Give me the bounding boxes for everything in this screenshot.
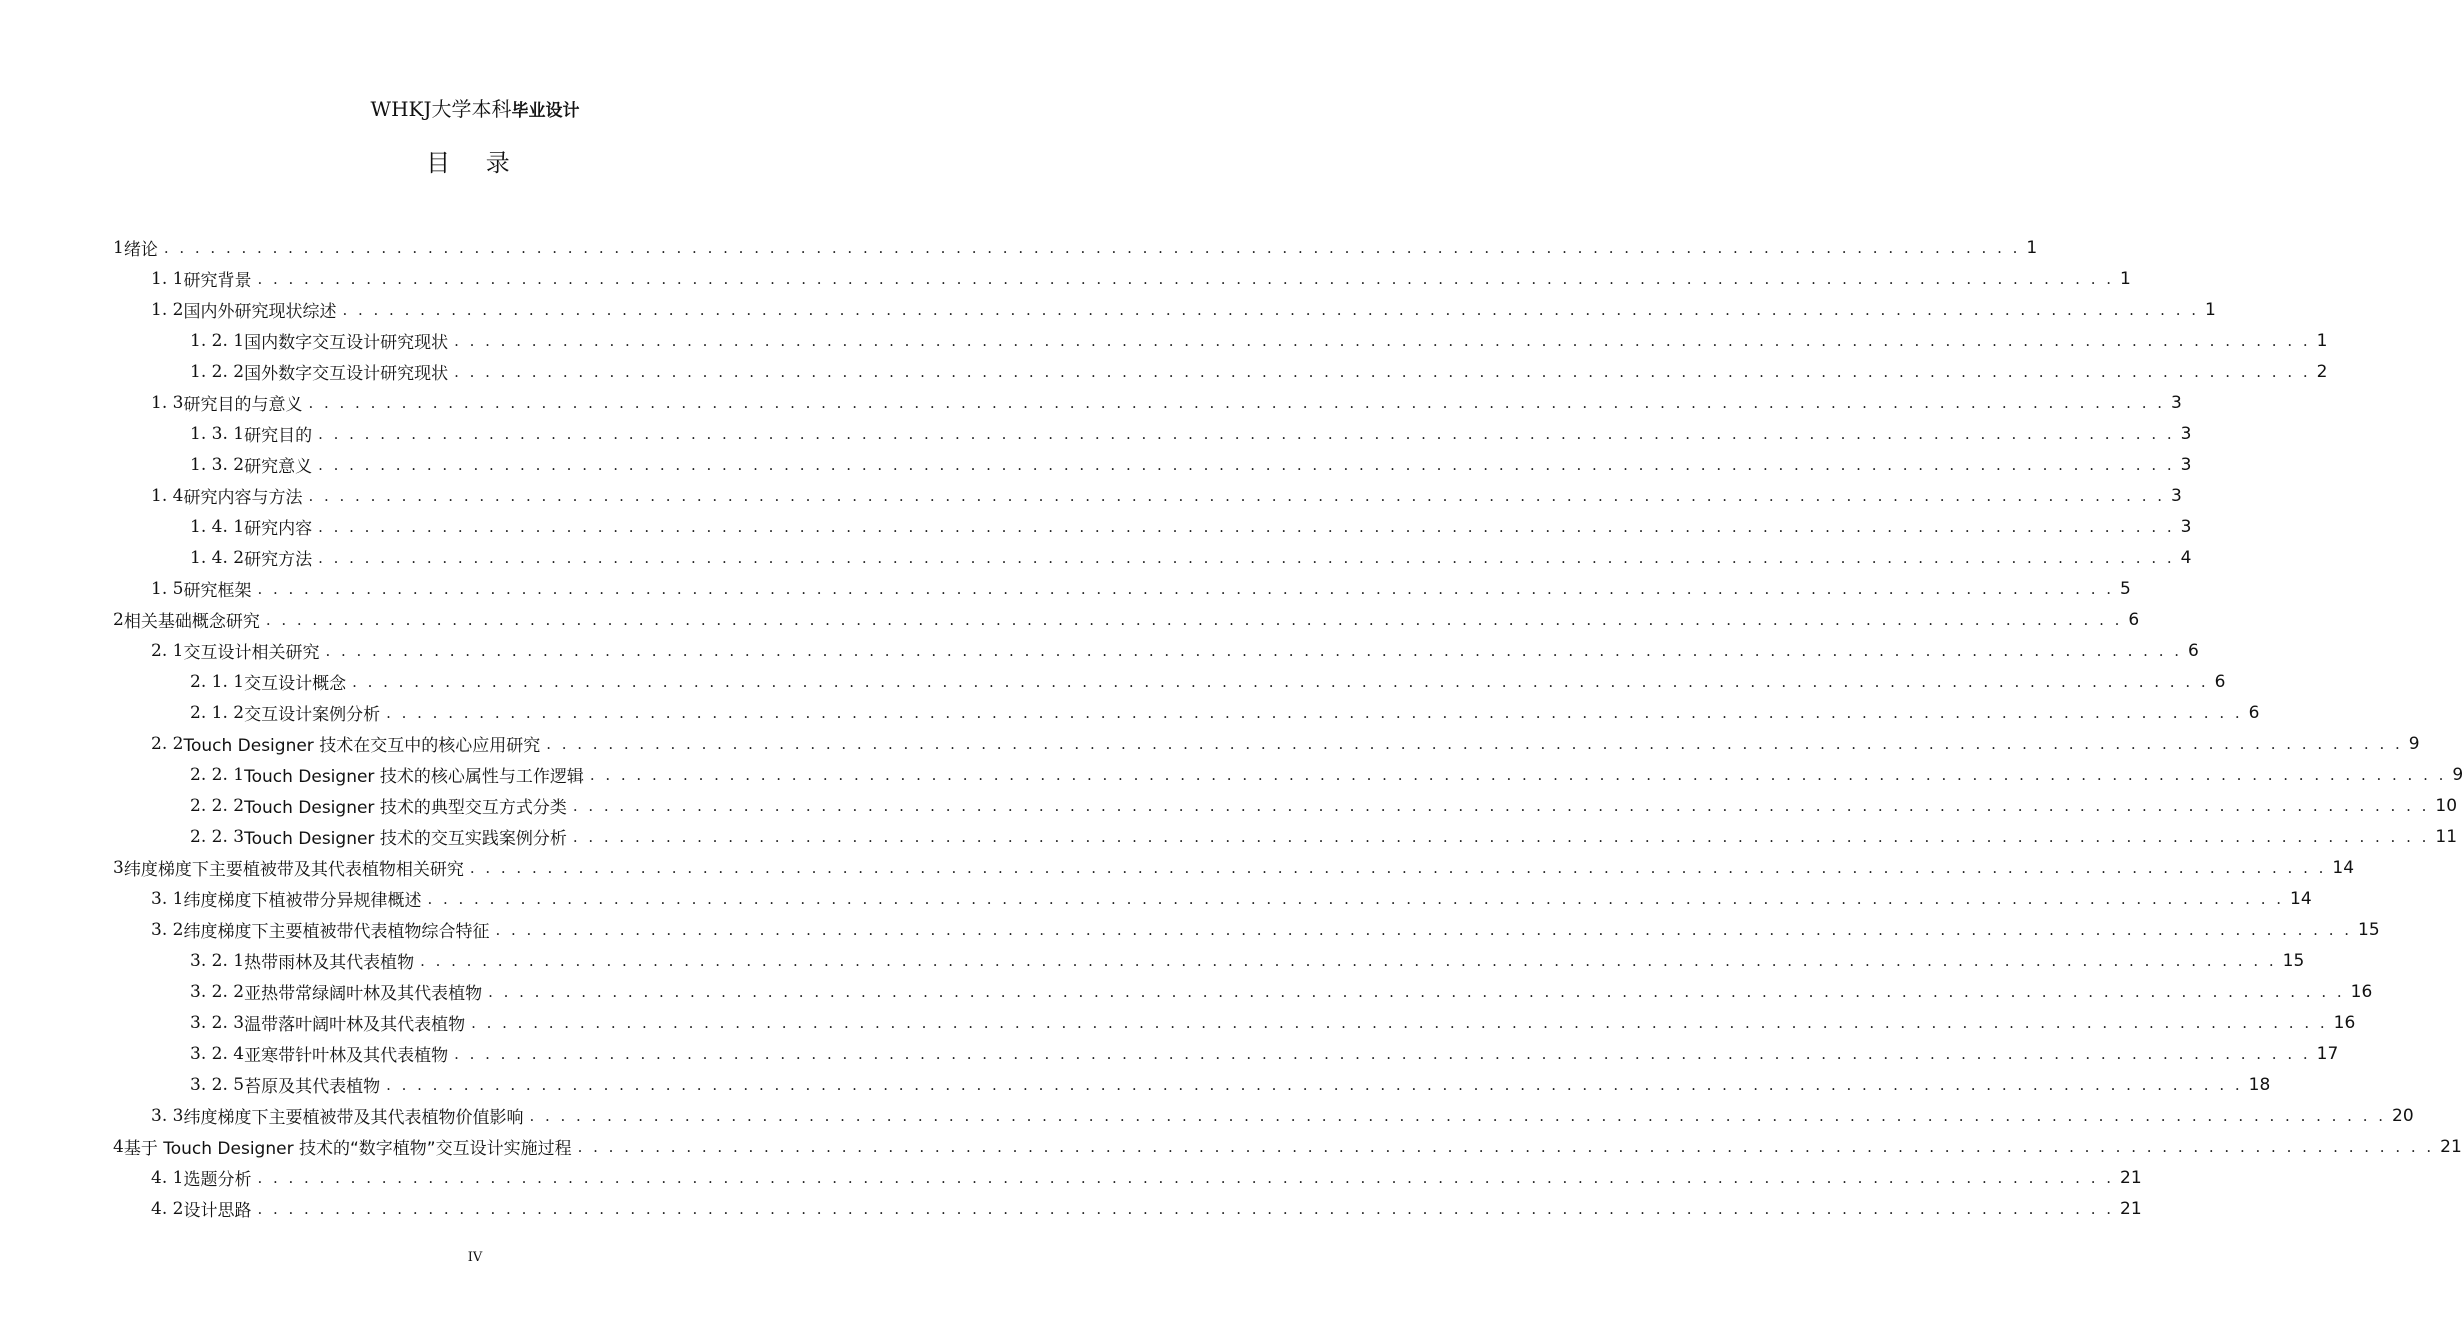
toc-entry-page: 9 (2408, 733, 2420, 754)
toc-dot-leader: . . . . . . . . . . . . . . . . . . . . . . . . . . . . . . . . . . . . . . . . . . . . . . . . . . . . . . . . . . . . . . . . . . . . . . . . . . . . . . . . . . . . . . . . . . . . . . . . . . . . . . . . . . . . . . . . . . . . . . . . (529, 1106, 2387, 1125)
toc-entry-page: 1 (2316, 330, 2328, 351)
toc-dot-leader: . . . . . . . . . . . . . . . . . . . . . . . . . . . . . . . . . . . . . . . . . . . . . . . . . . . . . . . . . . . . . . . . . . . . . . . . . . . . . . . . . . . . . . . . . . . . . . . . . . . . . . . . . . . . . . . . . . . . . . . . (386, 703, 2243, 722)
toc-entry-number: 4. 2 (151, 1198, 184, 1219)
toc-entry[interactable] (113, 604, 2140, 635)
toc-entry-page: 3 (2180, 454, 2192, 475)
toc-entry[interactable] (151, 914, 2380, 945)
toc-entry-title: 基于 Touch Designer 技术的“数字植物”交互设计实施过程 (123, 1139, 572, 1159)
toc-entry-number: 3. 2. 4 (190, 1043, 245, 1064)
toc-entry[interactable] (113, 852, 2355, 883)
toc-dot-leader: . . . . . . . . . . . . . . . . . . . . . . . . . . . . . . . . . . . . . . . . . . . . . . . . . . . . . . . . . . . . . . . . . . . . . . . . . . . . . . . . . . . . . . . . . . . . . . . . . . . . . . . . . . . . . . . . . . . . . . . . (265, 610, 2123, 629)
toc-entry-page: 3 (2171, 392, 2182, 413)
toc-entry-number: 1. 3. 1 (190, 423, 245, 444)
toc-entry-title: 国内外研究现状综述 (183, 302, 337, 322)
toc-entry-title: 选题分析 (183, 1170, 252, 1190)
toc-entry-title: 绪论 (123, 240, 158, 260)
toc-dot-leader: . . . . . . . . . . . . . . . . . . . . . . . . . . . . . . . . . . . . . . . . . . . . . . . . . . . . . . . . . . . . . . . . . . . . . . . . . . . . . . . . . . . . . . . . . . . . . . . . . . . . . . . . . . . . . . . . . . . . . . . . (454, 331, 2311, 350)
toc-entry[interactable] (190, 976, 2373, 1007)
toc-entry-title: 纬度梯度下主要植被带代表植物综合特征 (183, 922, 490, 942)
toc-entry-page: 5 (2120, 578, 2131, 599)
toc-dot-leader: . . . . . . . . . . . . . . . . . . . . . . . . . . . . . . . . . . . . . . . . . . . . . . . . . . . . . . . . . . . . . . . . . . . . . . . . . . . . . . . . . . . . . . . . . . . . . . . . . . . . . . . . . . . . . . . . . . . . . . . . (572, 796, 2430, 815)
toc-dot-leader: . . . . . . . . . . . . . . . . . . . . . . . . . . . . . . . . . . . . . . . . . . . . . . . . . . . . . . . . . . . . . . . . . . . . . . . . . . . . . . . . . . . . . . . . . . . . . . . . . . . . . . . . . . . . . . . . . . . . . . . . (308, 393, 2166, 412)
toc-entry-page: 1 (2120, 268, 2131, 289)
toc-entry-number: 2. 2. 1 (190, 764, 245, 785)
toc-entry[interactable] (190, 511, 2192, 542)
toc-entry-title: 研究内容与方法 (183, 488, 303, 508)
toc-entry-page: 11 (2435, 826, 2458, 847)
toc-dot-leader: . . . . . . . . . . . . . . . . . . . . . . . . . . . . . . . . . . . . . . . . . . . . . . . . . . . . . . . . . . . . . . . . . . . . . . . . . . . . . . . . . . . . . . . . . . . . . . . . . . . . . . . . . . . . . . . . . . . . . . . . (454, 1044, 2311, 1063)
toc-entry[interactable] (190, 821, 2458, 852)
toc-entry-page: 6 (2128, 609, 2140, 630)
toc-entry-page: 3 (2171, 485, 2182, 506)
toc-entry-number: 1. 5 (151, 578, 184, 599)
toc-entry-title: 亚寒带针叶林及其代表植物 (244, 1046, 449, 1066)
toc-entry-number: 2. 1. 2 (190, 702, 245, 723)
toc-entry-number: 1. 4. 2 (190, 547, 245, 568)
toc-entry[interactable] (190, 945, 2305, 976)
toc-entry-title: 苔原及其代表植物 (244, 1077, 381, 1097)
toc-title: 目 录 (426, 149, 524, 177)
toc-entry[interactable] (151, 1100, 2414, 1131)
toc-entry-title: 研究意义 (244, 457, 313, 477)
toc-entry-page: 14 (2290, 888, 2312, 909)
toc-entry[interactable] (190, 325, 2328, 356)
toc-dot-leader: . . . . . . . . . . . . . . . . . . . . . . . . . . . . . . . . . . . . . . . . . . . . . . . . . . . . . . . . . . . . . . . . . . . . . . . . . . . . . . . . . . . . . . . . . . . . . . . . . . . . . . . . . . . . . . . . . . . . . . . . (469, 858, 2327, 877)
toc-dot-leader: . . . . . . . . . . . . . . . . . . . . . . . . . . . . . . . . . . . . . . . . . . . . . . . . . . . . . . . . . . . . . . . . . . . . . . . . . . . . . . . . . . . . . . . . . . . . . . . . . . . . . . . . . . . . . . . . . . . . . . . . (257, 1199, 2115, 1218)
toc-entry-page: 6 (2248, 702, 2260, 723)
toc-entry-title: 温带落叶阔叶林及其代表植物 (244, 1015, 466, 1035)
toc-entry-title: 纬度梯度下主要植被带及其代表植物相关研究 (123, 860, 464, 880)
toc-entry-number: 1. 2. 2 (190, 361, 245, 382)
toc-entry-title: 研究背景 (183, 271, 252, 291)
toc-entry-title: 亚热带常绿阔叶林及其代表植物 (244, 984, 483, 1004)
toc-entry-number: 2. 2. 3 (190, 826, 245, 847)
toc-entry-number: 2. 2. 2 (190, 795, 245, 816)
toc-entry-page: 16 (2350, 981, 2373, 1002)
toc-entry-page: 9 (2452, 764, 2463, 785)
toc-entry-number: 1. 4. 1 (190, 516, 245, 537)
toc-entry[interactable] (190, 418, 2192, 449)
toc-entry[interactable] (151, 263, 2131, 294)
toc-entry-number: 1. 2. 1 (190, 330, 245, 351)
toc-entry-page: 21 (2120, 1198, 2142, 1219)
toc-entry-page: 16 (2333, 1012, 2356, 1033)
toc-entry[interactable] (190, 1038, 2339, 1069)
document-header (0, 96, 950, 124)
toc-dot-leader: . . . . . . . . . . . . . . . . . . . . . . . . . . . . . . . . . . . . . . . . . . . . . . . . . . . . . . . . . . . . . . . . . . . . . . . . . . . . . . . . . . . . . . . . . . . . . . . . . . . . . . . . . . . . . . . . . . . . . . . . (318, 455, 2175, 474)
toc-entry-title: 交互设计概念 (244, 674, 347, 694)
toc-dot-leader: . . . . . . . . . . . . . . . . . . . . . . . . . . . . . . . . . . . . . . . . . . . . . . . . . . . . . . . . . . . . . . . . . . . . . . . . . . . . . . . . . . . . . . . . . . . . . . . . . . . . . . . . . . . . . . . . . . . . . . . . (577, 1137, 2435, 1156)
toc-entry[interactable] (190, 449, 2192, 480)
toc-dot-leader: . . . . . . . . . . . . . . . . . . . . . . . . . . . . . . . . . . . . . . . . . . . . . . . . . . . . . . . . . . . . . . . . . . . . . . . . . . . . . . . . . . . . . . . . . . . . . . . . . . . . . . . . . . . . . . . . . . . . . . . . (257, 579, 2115, 598)
toc-entry-number: 1 (113, 237, 124, 258)
toc-dot-leader: . . . . . . . . . . . . . . . . . . . . . . . . . . . . . . . . . . . . . . . . . . . . . . . . . . . . . . . . . . . . . . . . . . . . . . . . . . . . . . . . . . . . . . . . . . . . . . . . . . . . . . . . . . . . . . . . . . . . . . . . (308, 486, 2166, 505)
toc-entry-number: 1. 1 (151, 268, 184, 289)
toc-dot-leader: . . . . . . . . . . . . . . . . . . . . . . . . . . . . . . . . . . . . . . . . . . . . . . . . . . . . . . . . . . . . . . . . . . . . . . . . . . . . . . . . . . . . . . . . . . . . . . . . . . . . . . . . . . . . . . . . . . . . . . . . (420, 951, 2277, 970)
toc-entry-number: 1. 3. 2 (190, 454, 245, 475)
toc-entry[interactable] (190, 1069, 2271, 1100)
toc-entry-page: 15 (2282, 950, 2305, 971)
toc-entry[interactable] (190, 1007, 2356, 1038)
toc-entry[interactable] (151, 1193, 2142, 1224)
toc-entry-page: 21 (2120, 1167, 2142, 1188)
toc-entry[interactable] (190, 697, 2260, 728)
toc-entry-title: 交互设计相关研究 (183, 643, 320, 663)
toc-entry-number: 1. 4 (151, 485, 184, 506)
toc-dot-leader: . . . . . . . . . . . . . . . . . . . . . . . . . . . . . . . . . . . . . . . . . . . . . . . . . . . . . . . . . . . . . . . . . . . . . . . . . . . . . . . . . . . . . . . . . . . . . . . . . . . . . . . . . . . . . . . . . . . . . . . . (163, 238, 2021, 257)
toc-entry-number: 3. 2. 5 (190, 1074, 245, 1095)
toc-entry-title: 研究内容 (244, 519, 313, 539)
toc-dot-leader: . . . . . . . . . . . . . . . . . . . . . . . . . . . . . . . . . . . . . . . . . . . . . . . . . . . . . . . . . . . . . . . . . . . . . . . . . . . . . . . . . . . . . . . . . . . . . . . . . . . . . . . . . . . . . . . . . . . . . . . . (352, 672, 2209, 691)
toc-entry-number: 3. 2. 1 (190, 950, 245, 971)
header-prefix: WHKJ大学本科 (370, 97, 512, 121)
header-suffix: 毕业设计 (511, 101, 580, 121)
toc-dot-leader: . . . . . . . . . . . . . . . . . . . . . . . . . . . . . . . . . . . . . . . . . . . . . . . . . . . . . . . . . . . . . . . . . . . . . . . . . . . . . . . . . . . . . . . . . . . . . . . . . . . . . . . . . . . . . . . . . . . . . . . . (325, 641, 2183, 660)
toc-entry-page: 3 (2180, 423, 2192, 444)
toc-dot-leader: . . . . . . . . . . . . . . . . . . . . . . . . . . . . . . . . . . . . . . . . . . . . . . . . . . . . . . . . . . . . . . . . . . . . . . . . . . . . . . . . . . . . . . . . . . . . . . . . . . . . . . . . . . . . . . . . . . . . . . . . (386, 1075, 2243, 1094)
toc-dot-leader: . . . . . . . . . . . . . . . . . . . . . . . . . . . . . . . . . . . . . . . . . . . . . . . . . . . . . . . . . . . . . . . . . . . . . . . . . . . . . . . . . . . . . . . . . . . . . . . . . . . . . . . . . . . . . . . . . . . . . . . . (488, 982, 2345, 1001)
toc-dot-leader: . . . . . . . . . . . . . . . . . . . . . . . . . . . . . . . . . . . . . . . . . . . . . . . . . . . . . . . . . . . . . . . . . . . . . . . . . . . . . . . . . . . . . . . . . . . . . . . . . . . . . . . . . . . . . . . . . . . . . . . . (471, 1013, 2328, 1032)
toc-entry-number: 1. 2 (151, 299, 184, 320)
toc-entry-number: 3. 1 (151, 888, 184, 909)
toc-dot-leader: . . . . . . . . . . . . . . . . . . . . . . . . . . . . . . . . . . . . . . . . . . . . . . . . . . . . . . . . . . . . . . . . . . . . . . . . . . . . . . . . . . . . . . . . . . . . . . . . . . . . . . . . . . . . . . . . . . . . . . . . (572, 827, 2430, 846)
toc-dot-leader: . . . . . . . . . . . . . . . . . . . . . . . . . . . . . . . . . . . . . . . . . . . . . . . . . . . . . . . . . . . . . . . . . . . . . . . . . . . . . . . . . . . . . . . . . . . . . . . . . . . . . . . . . . . . . . . . . . . . . . . . (342, 300, 2200, 319)
toc-entry-title: Touch Designer 技术的典型交互方式分类 (244, 798, 567, 818)
toc-entry-title: 相关基础概念研究 (123, 612, 260, 632)
toc-entry-title: 研究方法 (244, 550, 313, 570)
toc-entry[interactable] (113, 1131, 2462, 1162)
toc-dot-leader: . . . . . . . . . . . . . . . . . . . . . . . . . . . . . . . . . . . . . . . . . . . . . . . . . . . . . . . . . . . . . . . . . . . . . . . . . . . . . . . . . . . . . . . . . . . . . . . . . . . . . . . . . . . . . . . . . . . . . . . . (257, 1168, 2115, 1187)
toc-entry[interactable] (151, 480, 2182, 511)
toc-entry[interactable] (151, 728, 2420, 759)
toc-entry-number: 1. 3 (151, 392, 184, 413)
toc-entry-page: 15 (2358, 919, 2380, 940)
toc-entry-number: 3. 2. 2 (190, 981, 245, 1002)
toc-entry-title: Touch Designer 技术在交互中的核心应用研究 (183, 736, 541, 756)
toc-dot-leader: . . . . . . . . . . . . . . . . . . . . . . . . . . . . . . . . . . . . . . . . . . . . . . . . . . . . . . . . . . . . . . . . . . . . . . . . . . . . . . . . . . . . . . . . . . . . . . . . . . . . . . . . . . . . . . . . . . . . . . . . (546, 734, 2403, 753)
toc-entry-title: 研究目的 (244, 426, 313, 446)
toc-entry[interactable] (151, 294, 2216, 325)
toc-entry[interactable] (190, 759, 2463, 790)
toc-entry-title: 设计思路 (183, 1201, 252, 1221)
toc-entry-page: 20 (2392, 1105, 2414, 1126)
toc-entry-page: 6 (2188, 640, 2199, 661)
toc-dot-leader: . . . . . . . . . . . . . . . . . . . . . . . . . . . . . . . . . . . . . . . . . . . . . . . . . . . . . . . . . . . . . . . . . . . . . . . . . . . . . . . . . . . . . . . . . . . . . . . . . . . . . . . . . . . . . . . . . . . . . . . . (454, 362, 2311, 381)
toc-entry-title: 国外数字交互设计研究现状 (244, 364, 449, 384)
toc-entry-title: Touch Designer 技术的核心属性与工作逻辑 (244, 767, 584, 787)
toc-entry-page: 4 (2180, 547, 2192, 568)
toc-entry-page: 1 (2026, 237, 2038, 258)
toc-dot-leader: . . . . . . . . . . . . . . . . . . . . . . . . . . . . . . . . . . . . . . . . . . . . . . . . . . . . . . . . . . . . . . . . . . . . . . . . . . . . . . . . . . . . . . . . . . . . . . . . . . . . . . . . . . . . . . . . . . . . . . . . (427, 889, 2285, 908)
toc-entry[interactable] (151, 883, 2312, 914)
toc-dot-leader: . . . . . . . . . . . . . . . . . . . . . . . . . . . . . . . . . . . . . . . . . . . . . . . . . . . . . . . . . . . . . . . . . . . . . . . . . . . . . . . . . . . . . . . . . . . . . . . . . . . . . . . . . . . . . . . . . . . . . . . . (318, 424, 2175, 443)
toc-entry-number: 3. 3 (151, 1105, 184, 1126)
toc-entry[interactable] (190, 542, 2192, 573)
toc-entry[interactable] (190, 666, 2226, 697)
toc-dot-leader: . . . . . . . . . . . . . . . . . . . . . . . . . . . . . . . . . . . . . . . . . . . . . . . . . . . . . . . . . . . . . . . . . . . . . . . . . . . . . . . . . . . . . . . . . . . . . . . . . . . . . . . . . . . . . . . . . . . . . . . . (589, 765, 2447, 784)
toc-entry-title: 国内数字交互设计研究现状 (244, 333, 449, 353)
toc-dot-leader: . . . . . . . . . . . . . . . . . . . . . . . . . . . . . . . . . . . . . . . . . . . . . . . . . . . . . . . . . . . . . . . . . . . . . . . . . . . . . . . . . . . . . . . . . . . . . . . . . . . . . . . . . . . . . . . . . . . . . . . . (257, 269, 2115, 288)
toc-dot-leader: . . . . . . . . . . . . . . . . . . . . . . . . . . . . . . . . . . . . . . . . . . . . . . . . . . . . . . . . . . . . . . . . . . . . . . . . . . . . . . . . . . . . . . . . . . . . . . . . . . . . . . . . . . . . . . . . . . . . . . . . (318, 548, 2175, 567)
toc-entry-title: 热带雨林及其代表植物 (244, 953, 415, 973)
toc-entry-page: 14 (2332, 857, 2355, 878)
toc-entry-page: 18 (2248, 1074, 2271, 1095)
toc-dot-leader: . . . . . . . . . . . . . . . . . . . . . . . . . . . . . . . . . . . . . . . . . . . . . . . . . . . . . . . . . . . . . . . . . . . . . . . . . . . . . . . . . . . . . . . . . . . . . . . . . . . . . . . . . . . . . . . . . . . . . . . . (495, 920, 2353, 939)
toc-entry-title: Touch Designer 技术的交互实践案例分析 (244, 829, 567, 849)
toc-entry[interactable] (190, 790, 2458, 821)
toc-entry-page: 21 (2440, 1136, 2462, 1157)
toc-entry[interactable] (151, 573, 2131, 604)
toc-entry-page: 3 (2180, 516, 2192, 537)
toc-entry-number: 2. 2 (151, 733, 184, 754)
toc-entry-number: 2. 1 (151, 640, 184, 661)
toc-entry-page: 17 (2316, 1043, 2339, 1064)
toc-entry-number: 4 (113, 1136, 124, 1157)
toc-entry-page: 1 (2205, 299, 2216, 320)
toc-entry[interactable] (151, 635, 2199, 666)
toc-entry[interactable] (190, 356, 2328, 387)
toc-entry-title: 纬度梯度下主要植被带及其代表植物价值影响 (183, 1108, 524, 1128)
toc-entry-number: 3. 2 (151, 919, 184, 940)
toc-entry-title: 纬度梯度下植被带分异规律概述 (183, 891, 422, 911)
page-number: IV (467, 1250, 483, 1265)
toc-dot-leader: . . . . . . . . . . . . . . . . . . . . . . . . . . . . . . . . . . . . . . . . . . . . . . . . . . . . . . . . . . . . . . . . . . . . . . . . . . . . . . . . . . . . . . . . . . . . . . . . . . . . . . . . . . . . . . . . . . . . . . . . (318, 517, 2175, 536)
toc-entry-number: 4. 1 (151, 1167, 184, 1188)
toc-entry-number: 2. 1. 1 (190, 671, 245, 692)
toc-entry-title: 交互设计案例分析 (244, 705, 381, 725)
toc-entry-title: 研究目的与意义 (183, 395, 303, 415)
toc-entry-page: 10 (2435, 795, 2458, 816)
toc-entry-number: 2 (113, 609, 124, 630)
toc-entry[interactable] (151, 387, 2182, 418)
toc-entry-title: 研究框架 (183, 581, 252, 601)
toc-entry[interactable] (151, 1162, 2142, 1193)
toc-entry-page: 2 (2316, 361, 2328, 382)
toc-entry-number: 3 (113, 857, 124, 878)
toc-entry-page: 6 (2214, 671, 2226, 692)
toc-entry-number: 3. 2. 3 (190, 1012, 245, 1033)
toc-entry[interactable] (113, 232, 2038, 263)
